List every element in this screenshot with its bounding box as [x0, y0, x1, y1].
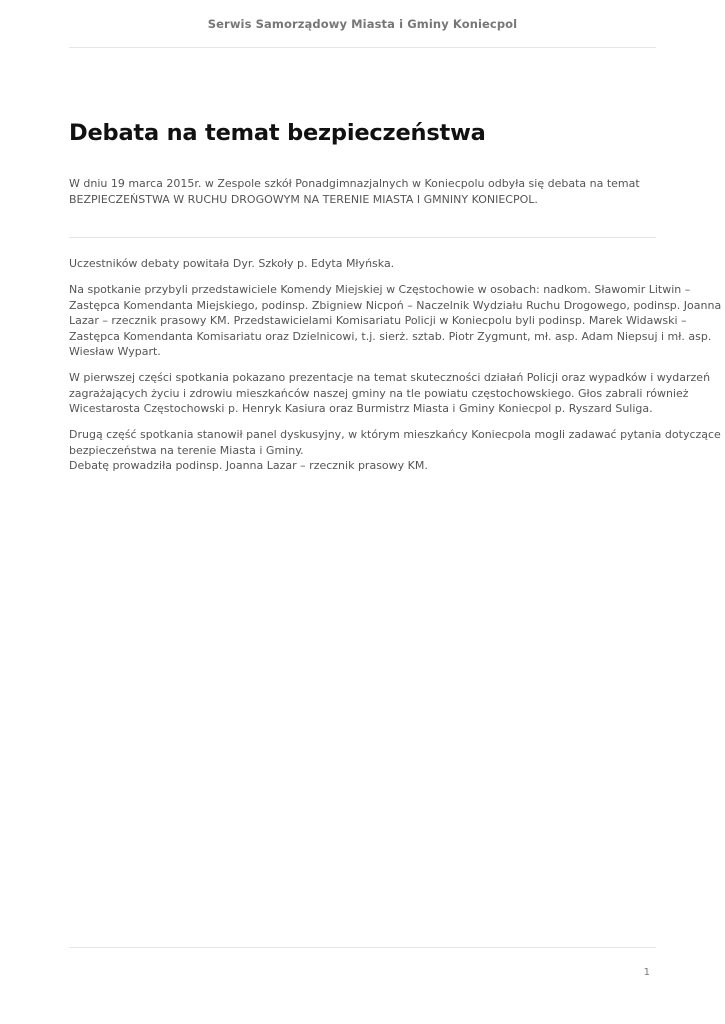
header-divider [69, 47, 656, 48]
site-title: Serwis Samorządowy Miasta i Gminy Koniecpol [207, 17, 518, 31]
paragraph-line: Na spotkanie przybyli przedstawiciele Komendy Miejskiej w Częstochowie w osobach: nadkom. Sławomir Litwin – [69, 283, 691, 296]
article-lead [69, 176, 659, 207]
lead-line: W dniu 19 marca 2015r. w Zespole szkół Ponadgimnazjalnych w Koniecpolu odbyła się debata na temat [69, 177, 640, 190]
paragraph-line: bezpieczeństwa na terenie Miasta i Gminy. [69, 443, 304, 457]
paragraph-line: zagrażających życiu i zdrowiu mieszkańców naszej gminy na tle powiatu częstochowskiego. Głos zabrali również [69, 386, 689, 400]
lead-divider [69, 237, 656, 238]
lead-line: BEZPIECZEŃSTWA W RUCHU DROGOWYM NA TERENIE MIASTA I GMNINY KONIECPOL. [69, 192, 538, 206]
article-body [69, 256, 722, 484]
paragraph-line: Wiesław Wypart. [69, 345, 161, 358]
article-paragraph [69, 370, 711, 417]
footer-divider [69, 947, 656, 948]
paragraph-line: W pierwszej części spotkania pokazano prezentacje na temat skuteczności działań Policji oraz wypadków i wydarzeń [69, 371, 711, 384]
article-paragraph [69, 256, 669, 272]
article-title: Debata na temat bezpieczeństwa [69, 120, 486, 146]
article-paragraph [69, 427, 721, 474]
page-number: 1 [643, 967, 650, 978]
paragraph-line: Uczestników debaty powitała Dyr. Szkoły p. Edyta Młyńska. [69, 257, 395, 270]
paragraph-line: Lazar – rzecznik prasowy KM. Przedstawicielami Komisariatu Policji w Koniecpolu byli podinsp. Marek Widawski – [69, 314, 687, 327]
paragraph-line: Zastępca Komendanta Komisariatu oraz Dzielnicowi, t.j. sierż. sztab. Piotr Zygmunt, mł. asp. Adam Niepsuj i mł. asp. [69, 329, 712, 343]
paragraph-line: Drugą część spotkania stanowił panel dyskusyjny, w którym mieszkańcy Koniecpola mogli zadawać pytania dotyczące [69, 428, 721, 441]
paragraph-line: Zastępca Komendanta Miejskiego, podinsp. Zbigniew Nicpoń – Naczelnik Wydziału Ruchu Drogowego, podinsp. Joanna [69, 298, 722, 312]
article-paragraph [69, 282, 722, 360]
paragraph-line: Wicestarosta Częstochowski p. Henryk Kasiura oraz Burmistrz Miasta i Gminy Koniecpol p. Ryszard Suliga. [69, 402, 653, 415]
paragraph-line: Debatę prowadziła podinsp. Joanna Lazar – rzecznik prasowy KM. [69, 459, 428, 472]
